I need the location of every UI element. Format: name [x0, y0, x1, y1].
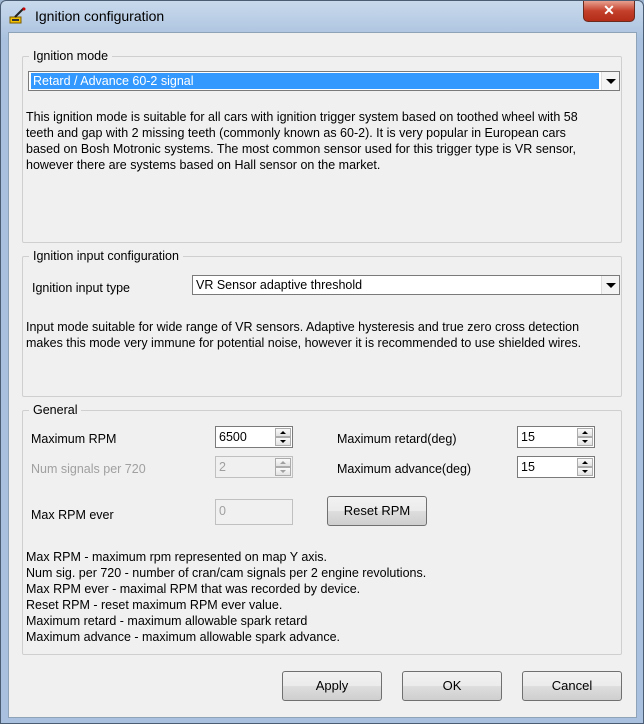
dialog-client-area	[8, 32, 637, 718]
max-rpm-value[interactable]: 6500	[219, 430, 247, 444]
help-line: Max RPM - maximum rpm represented on map Y axis.	[26, 550, 328, 564]
help-line: Maximum retard - maximum allowable spark retard	[26, 614, 308, 628]
close-icon: ✕	[603, 2, 615, 18]
spin-down-icon[interactable]	[577, 467, 593, 476]
chevron-down-icon[interactable]	[601, 72, 619, 90]
apply-button[interactable]: Apply	[282, 671, 382, 701]
spin-down-icon[interactable]	[275, 437, 291, 446]
max-retard-label: Maximum retard(deg)	[337, 432, 457, 446]
ignition-config-icon	[9, 7, 27, 25]
spin-down-icon	[275, 467, 291, 476]
close-button[interactable]	[583, 1, 635, 22]
ignition-mode-description	[26, 109, 578, 173]
input-type-value: VR Sensor adaptive threshold	[196, 278, 363, 292]
help-line: Maximum advance - maximum allowable spark advance.	[26, 630, 341, 644]
input-config-description	[26, 319, 581, 351]
general-group	[22, 403, 622, 655]
max-rpm-spinbox[interactable]	[215, 426, 293, 448]
max-retard-value[interactable]: 15	[521, 430, 535, 444]
ok-button[interactable]: OK	[402, 671, 502, 701]
spin-up-icon[interactable]	[275, 428, 291, 437]
max-retard-spinbox[interactable]	[517, 426, 595, 448]
title-bar[interactable]	[1, 1, 643, 33]
input-type-select[interactable]	[192, 275, 620, 295]
max-rpm-ever-value: 0	[219, 504, 226, 518]
description-line: makes this mode very immune for potential noise, however it is recommended to use shielded wires.	[26, 336, 582, 350]
description-line: based on Bosh Motronic systems. The most common sensor used for this trigger type is VR sensor,	[26, 142, 577, 156]
max-rpm-ever-label: Max RPM ever	[31, 508, 114, 522]
ignition-mode-group-label: Ignition mode	[29, 48, 112, 64]
reset-rpm-button[interactable]: Reset RPM	[327, 496, 427, 526]
cancel-button[interactable]: Cancel	[522, 671, 622, 701]
general-help-text	[26, 549, 426, 645]
window-title: Ignition configuration	[35, 8, 165, 24]
spin-up-icon[interactable]	[577, 428, 593, 437]
description-line: teeth and gap with 2 missing teeth (commonly known as 60-2). It is very popular in European cars	[26, 126, 566, 140]
num-signals-label: Num signals per 720	[31, 462, 146, 476]
description-line: This ignition mode is suitable for all cars with ignition trigger system based on toothed wheel with 58	[26, 110, 578, 124]
ignition-mode-selected-value: Retard / Advance 60-2 signal	[31, 73, 599, 89]
max-rpm-label: Maximum RPM	[31, 432, 117, 446]
num-signals-value: 2	[219, 460, 226, 474]
input-config-group	[22, 249, 622, 397]
max-advance-label: Maximum advance(deg)	[337, 462, 472, 476]
ignition-mode-group	[22, 49, 622, 243]
spin-down-icon[interactable]	[577, 437, 593, 446]
help-line: Num sig. per 720 - number of cran/cam signals per 2 engine revolutions.	[26, 566, 427, 580]
spin-up-icon	[275, 458, 291, 467]
max-rpm-ever-field	[215, 499, 293, 525]
input-type-label: Ignition input type	[32, 281, 130, 295]
input-config-group-label: Ignition input configuration	[29, 248, 183, 264]
chevron-down-icon[interactable]	[601, 276, 619, 294]
description-line: however there are systems based on Hall sensor on the market.	[26, 158, 381, 172]
spin-up-icon[interactable]	[577, 458, 593, 467]
help-line: Reset RPM - reset maximum RPM ever value.	[26, 598, 283, 612]
ignition-mode-select[interactable]	[28, 71, 620, 91]
help-line: Max RPM ever - maximal RPM that was recorded by device.	[26, 582, 361, 596]
general-group-label: General	[29, 402, 81, 418]
max-advance-value[interactable]: 15	[521, 460, 535, 474]
max-advance-spinbox[interactable]	[517, 456, 595, 478]
description-line: Input mode suitable for wide range of VR sensors. Adaptive hysteresis and true zero cross detection	[26, 320, 580, 334]
num-signals-spinbox	[215, 456, 293, 478]
